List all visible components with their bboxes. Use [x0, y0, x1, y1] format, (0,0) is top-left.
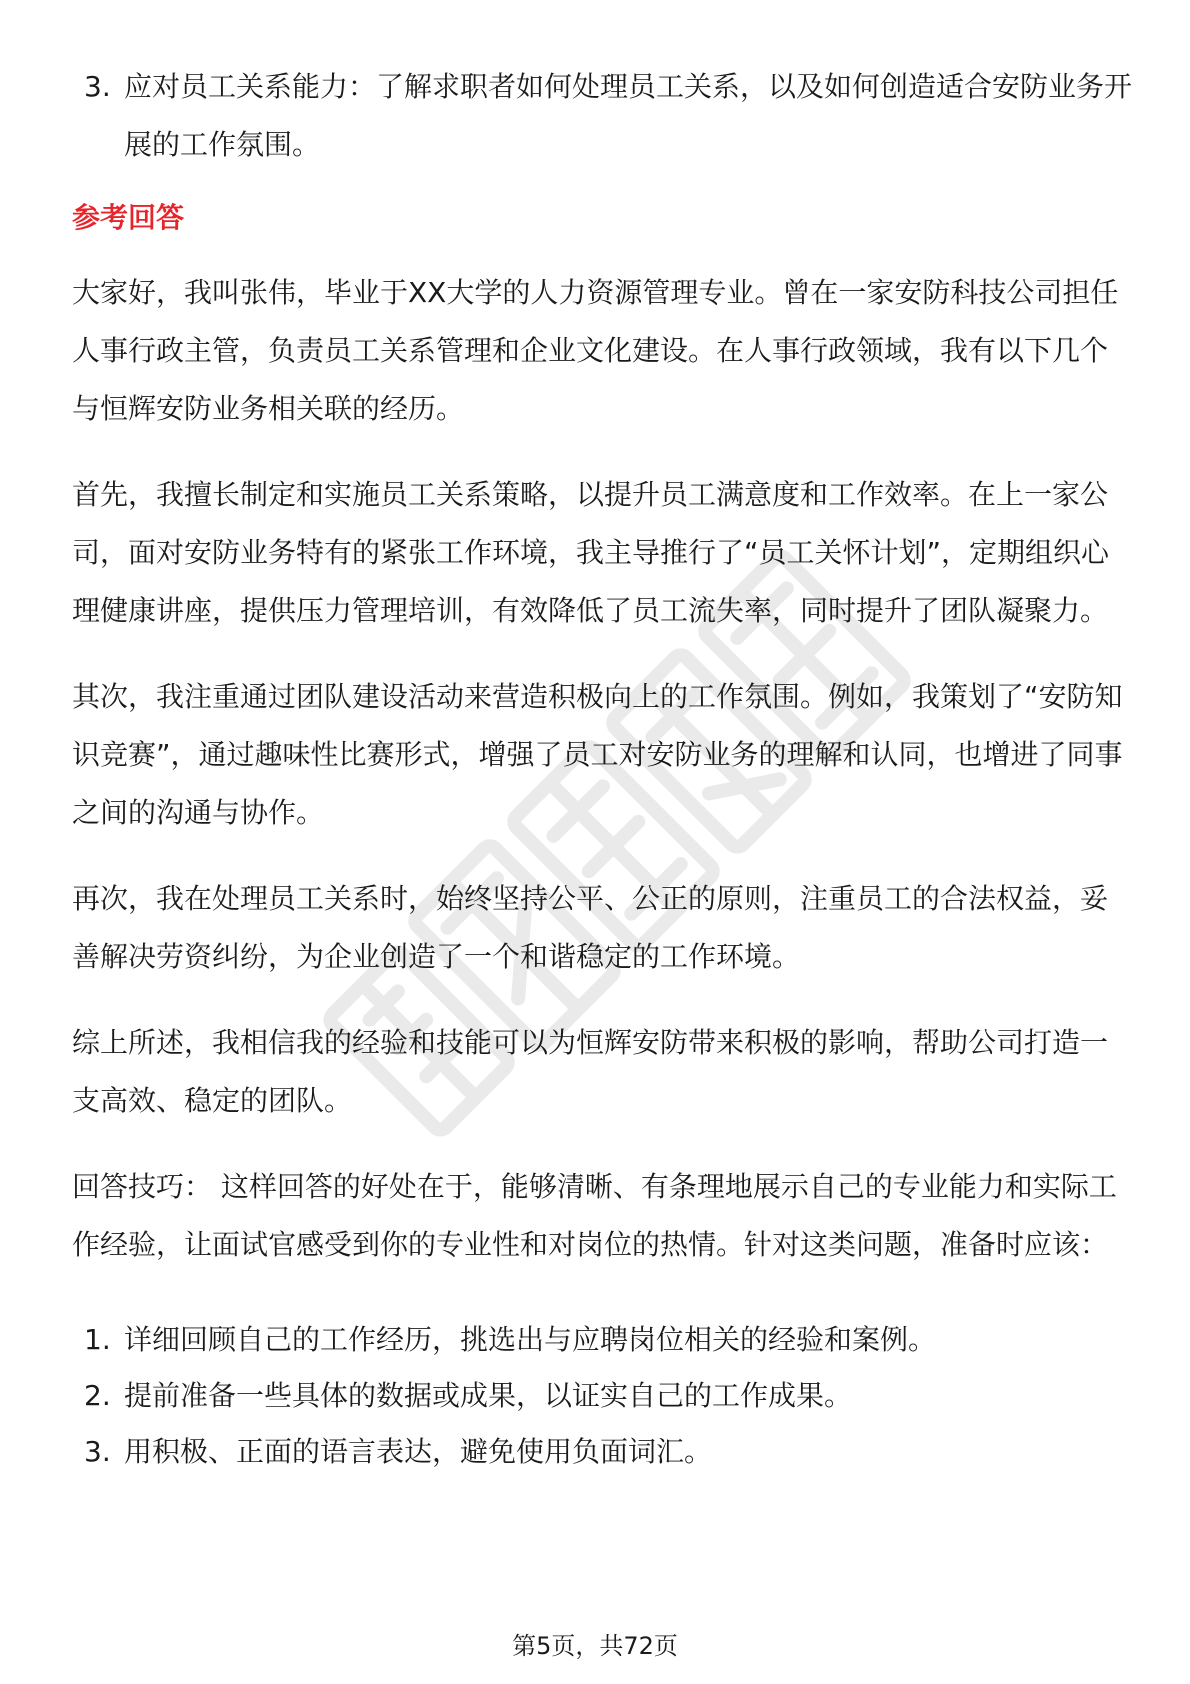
paragraph-summary: 综上所述，我相信我的经验和技能可以为恒辉安防带来积极的影响，帮助公司打造一支高效、稳定的团队。: [72, 1026, 1109, 1117]
paragraph-tips: 回答技巧： 这样回答的好处在于，能够清晰、有条理地展示自己的专业能力和实际工作经验，让面试官感受到你的专业性和对岗位的热情。针对这类问题，准备时应该：: [72, 1170, 1117, 1261]
section-title: 参考回答: [72, 201, 185, 234]
list-text: 提前准备一些具体的数据或成果，以证实自己的工作成果。: [124, 1379, 853, 1412]
list-number: 2.: [84, 1379, 111, 1412]
list-item: [72, 1424, 1132, 1480]
document-page: [72, 58, 1132, 1480]
list-number: 1.: [84, 1323, 111, 1356]
tips-list: [72, 1312, 1132, 1480]
top-list: [72, 58, 1132, 174]
list-text: 应对员工关系能力：了解求职者如何处理员工关系，以及如何创造适合安防业务开展的工作氛围。: [124, 70, 1133, 161]
paragraph-third: 再次，我在处理员工关系时，始终坚持公平、公正的原则，注重员工的合法权益，妥善解决劳资纠纷，为企业创造了一个和谐稳定的工作环境。: [72, 882, 1109, 973]
list-text: 详细回顾自己的工作经历，挑选出与应聘岗位相关的经验和案例。: [124, 1323, 937, 1356]
paragraph-second: 其次，我注重通过团队建设活动来营造积极向上的工作氛围。例如，我策划了“安防知识竞赛”，通过趣味性比赛形式，增强了员工对安防业务的理解和认同，也增进了同事之间的沟通与协作。: [72, 680, 1123, 829]
list-text: 用积极、正面的语言表达，避免使用负面词汇。: [124, 1435, 713, 1468]
list-item: [72, 58, 1132, 174]
list-number: 3.: [84, 1435, 111, 1468]
list-number: 3.: [84, 70, 111, 103]
list-item: [72, 1368, 1132, 1424]
list-item: [72, 1312, 1132, 1368]
page-footer: 第5页，共72页: [512, 1632, 678, 1660]
paragraph-intro: 大家好，我叫张伟，毕业于XX大学的人力资源管理专业。曾在一家安防科技公司担任人事行政主管，负责员工关系管理和企业文化建设。在人事行政领域，我有以下几个与恒辉安防业务相关联的经历。: [72, 276, 1119, 425]
paragraph-first: 首先，我擅长制定和实施员工关系策略，以提升员工满意度和工作效率。在上一家公司，面对安防业务特有的紧张工作环境，我主导推行了“员工关怀计划”，定期组织心理健康讲座，提供压力管理培训，有效降低了员工流失率，同时提升了团队凝聚力。: [72, 478, 1110, 627]
